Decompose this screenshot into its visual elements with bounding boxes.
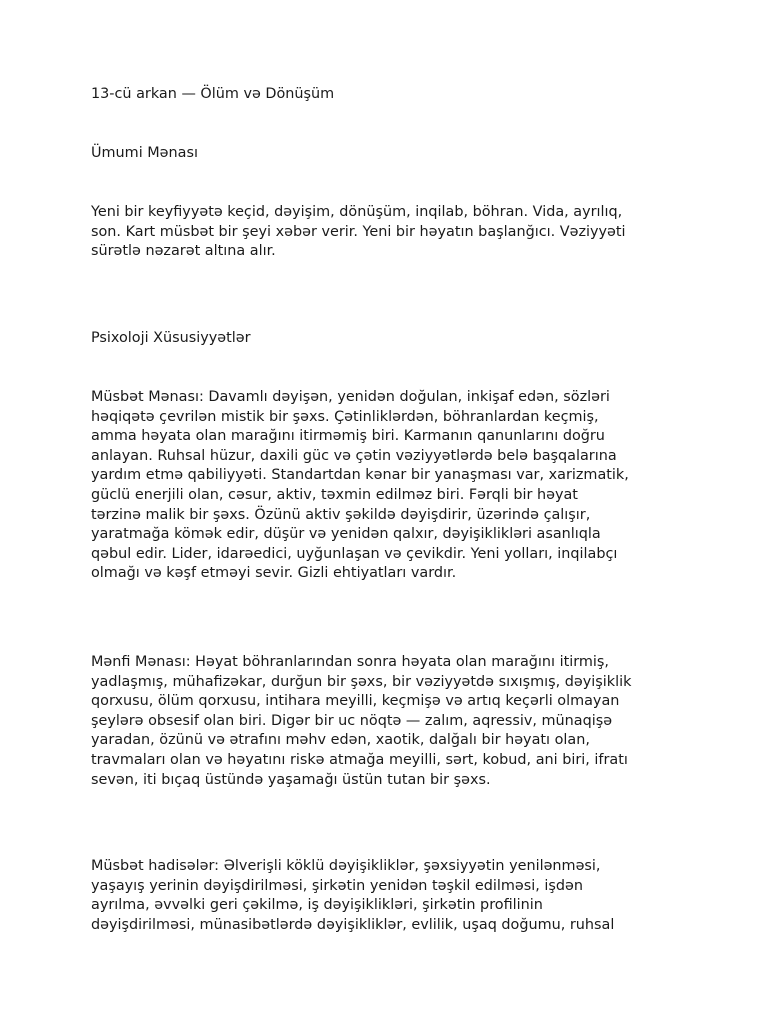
paragraph-line: yaradan, özünü və ətrafını məhv edən, xaotik, dalğalı bir həyatı olan, [91,732,590,749]
paragraph-line: sevən, iti bıçaq üstündə yaşamağı üstün tutan bir şəxs. [91,771,491,788]
paragraph-line: tərzinə malik bir şəxs. Özünü aktiv şəkildə dəyişdirir, üzərində çalışır, [91,506,591,523]
paragraph-line: yaratmağa kömək edir, düşür və yenidən qalxır, dəyişiklikləri asanlıqla [91,526,601,543]
document-title: 13-cü arkan — Ölüm və Dönüşüm [91,86,335,102]
paragraph-line: ayrılma, əvvəlki geri çəkilmə, iş dəyişiklikləri, şirkətin profilinin [91,897,543,914]
paragraph-line: Müsbət Mənası: Davamlı dəyişən, yenidən doğulan, inkişaf edən, sözləri [91,389,610,405]
paragraph-line: şeylərə obsesif olan biri. Digər bir uc nöqtə — zalım, aqressiv, münaqişə [91,712,613,729]
paragraph-line: olmağı və kəşf etməyi sevir. Gizli ehtiyatları vardır. [91,565,457,582]
paragraph-line: Mənfi Mənası: Həyat böhranlarından sonra həyata olan marağını itirmiş, [91,654,609,670]
paragraph-line: qorxusu, ölüm qorxusu, intihara meyilli, keçmişə və artıq keçərli olmayan [91,693,620,710]
paragraph-line: travmaları olan və həyatını riskə atmağa meyilli, sərt, kobud, ani biri, ifratı [91,751,628,768]
paragraph-line: qəbul edir. Lider, idarəedici, uyğunlaşan və çevikdir. Yeni yolları, inqilabçı [91,545,618,562]
positive-meaning-paragraph [91,388,681,584]
paragraph-line: dəyişdirilməsi, münasibətlərdə dəyişikliklər, evlilik, uşaq doğumu, ruhsal [91,916,615,933]
paragraph-line: Müsbət hadisələr: Əlverişli köklü dəyişikliklər, şəxsiyyətin yenilənməsi, [91,858,601,874]
general-meaning-heading: Ümumi Mənası [91,145,198,161]
paragraph-line: güclü enerjili olan, cəsur, aktiv, təxmin edilməz biri. Fərqli bir həyat [91,486,578,503]
positive-events-paragraph [91,857,681,935]
paragraph-line: son. Kart müsbət bir şeyi xəbər verir. Yeni bir həyatın başlanğıcı. Vəziyyəti [91,223,626,240]
general-meaning-paragraph [91,203,681,262]
psychology-heading: Psixoloji Xüsusiyyətlər [91,330,251,346]
negative-meaning-paragraph [91,653,681,790]
paragraph-line: anlayan. Ruhsal hüzur, daxili güc və çətin vəziyyətlərdə belə başqalarına [91,447,617,464]
paragraph-line: həqiqətə çevrilən mistik bir şəxs. Çətinliklərdən, böhranlardan keçmiş, [91,408,599,425]
paragraph-line: yardım etmə qabiliyyəti. Standartdan kənar bir yanaşması var, xarizmatik, [91,467,629,484]
paragraph-line: amma həyata olan marağını itirməmiş biri. Karmanın qanunlarını doğru [91,428,605,445]
paragraph-line: Yeni bir keyfiyyətə keçid, dəyişim, dönüşüm, inqilab, böhran. Vida, ayrılıq, [91,204,623,220]
paragraph-line: yaşayış yerinin dəyişdirilməsi, şirkətin yenidən təşkil edilməsi, işdən [91,877,584,894]
paragraph-line: yadlaşmış, mühafizəkar, durğun bir şəxs, bir vəziyyətdə sıxışmış, dəyişiklik [91,673,632,690]
paragraph-line: sürətlə nəzarət altına alır. [91,243,276,260]
